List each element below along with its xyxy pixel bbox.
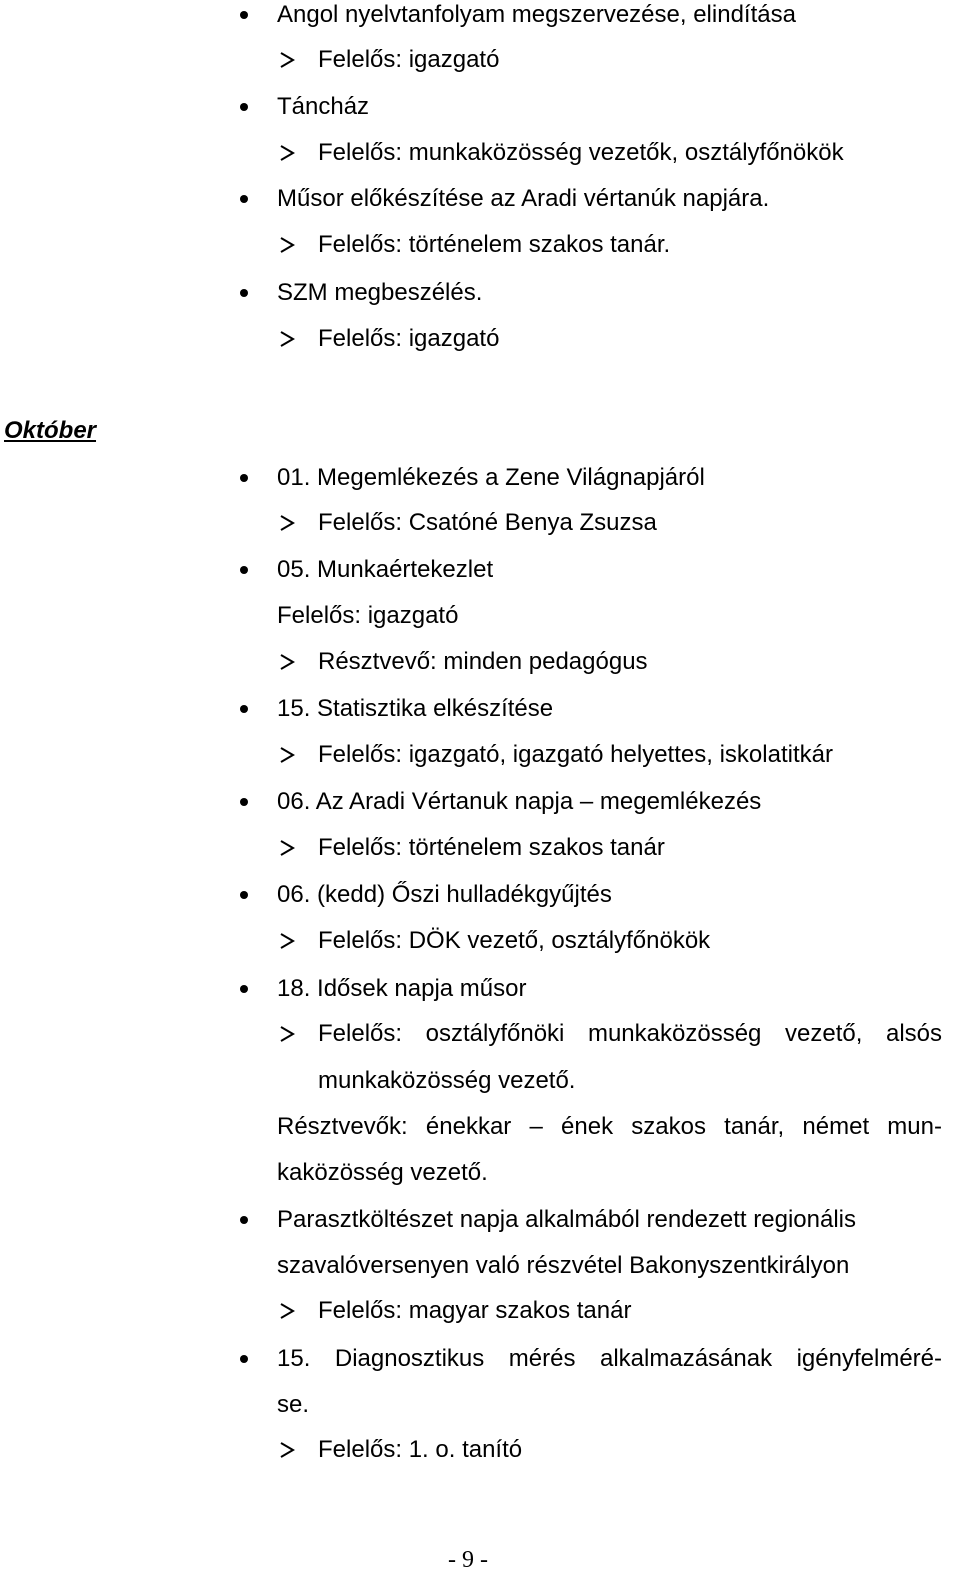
bullet-icon [240,985,248,993]
responsible-text: Felelős: történelem szakos tanár. [318,231,671,258]
bullet-icon [240,798,248,806]
responsible-text: Felelős: munkaközösség vezetők, osztályfőnökök [318,139,844,166]
responsible-text: Felelős: igazgató, igazgató helyettes, iskolatitkár [318,741,833,768]
arrow-bullet-icon [278,1019,298,1049]
responsible-text: Felelős: 1. o. tanító [318,1436,523,1463]
responsible-text: Felelős: osztályfőnöki munkaközösség vezető, alsós [318,1020,942,1047]
list-item-text: Táncház [277,93,370,120]
bullet-icon [240,1216,248,1224]
responsible-text: Felelős: történelem szakos tanár [318,834,665,861]
bullet-icon [240,289,248,297]
list-item-text: Angol nyelvtanfolyam megszervezése, elindítása [277,1,796,28]
responsible-text: Felelős: igazgató [277,602,459,629]
arrow-bullet-icon [278,508,298,538]
list-item-text: 01. Megemlékezés a Zene Világnapjáról [277,464,705,491]
list-item-text: 05. Munkaértekezlet [277,556,494,583]
bullet-icon [240,474,248,482]
month-heading: Október [4,417,97,444]
responsible-text: Felelős: DÖK vezető, osztályfőnökök [318,927,711,954]
arrow-bullet-icon [278,833,298,863]
arrow-bullet-icon [278,647,298,677]
participants-text: Résztvevők: énekkar – ének szakos tanár, német mun- [277,1113,942,1140]
list-item-text: 18. Idősek napja műsor [277,975,527,1002]
list-item-text: 15. Diagnosztikus mérés alkalmazásának igényfelméré- [277,1345,942,1372]
bullet-icon [240,103,248,111]
arrow-bullet-icon [278,926,298,956]
bullet-icon [240,705,248,713]
responsible-text: Felelős: Csatóné Benya Zsuzsa [318,509,657,536]
bullet-icon [240,891,248,899]
arrow-bullet-icon [278,740,298,770]
arrow-bullet-icon [278,324,298,354]
bullet-icon [240,11,248,19]
arrow-bullet-icon [278,45,298,75]
bullet-icon [240,195,248,203]
list-item-text: Parasztköltészet napja alkalmából rendezett regionális [277,1206,856,1233]
list-item-text: 06. Az Aradi Vértanuk napja – megemlékezés [277,788,762,815]
bullet-icon [240,1355,248,1363]
arrow-bullet-icon [278,138,298,168]
responsible-text: Felelős: igazgató [318,46,500,73]
page-number: - 9 - [448,1547,488,1573]
arrow-bullet-icon [278,230,298,260]
list-item-text: 15. Statisztika elkészítése [277,695,554,722]
list-item-text: 06. (kedd) Őszi hulladékgyűjtés [277,881,612,908]
list-item-text-continued: se. [277,1391,310,1418]
bullet-icon [240,566,248,574]
responsible-text: Felelős: igazgató [318,325,500,352]
list-item-text-continued: szavalóversenyen való részvétel Bakonyszentkirályon [277,1252,850,1279]
participants-text-continued: kaközösség vezető. [277,1159,488,1186]
arrow-bullet-icon [278,1435,298,1465]
list-item-text: Műsor előkészítése az Aradi vértanúk napjára. [277,185,770,212]
responsible-text: Felelős: magyar szakos tanár [318,1297,632,1324]
list-item-text: SZM megbeszélés. [277,279,483,306]
responsible-text-continued: munkaközösség vezető. [318,1067,576,1094]
arrow-bullet-icon [278,1296,298,1326]
participants-text: Résztvevő: minden pedagógus [318,648,648,675]
